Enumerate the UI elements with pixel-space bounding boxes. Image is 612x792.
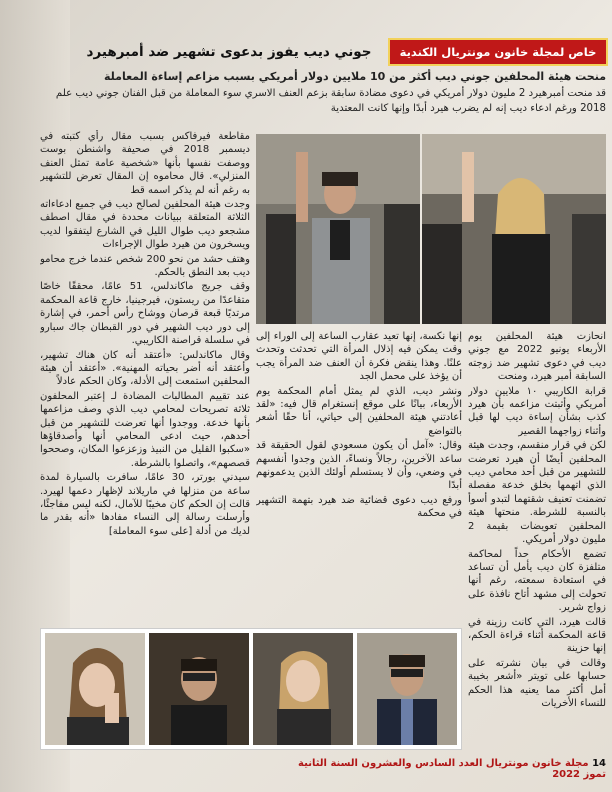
- paragraph: مقاطعة فيرفاكس بسبب مقال رأي كتبته في ديسمبر 2018 في صحيفة واشنطن بوست ووصفت نفسها بأنها «شخصية عامة تمثل العنف المنزلي». قال محاموه إن المقال تعرض للتشهير به رغم أنه لم يذكر اسمه قط: [40, 131, 250, 196]
- paragraph: وقال: «آمل أن يكون مسعودي لقول الحقيقة قد ساعد الآخرين، رجالاً ونساءً، الذين وجدوا أنفسهم في وضعي، وأن لا يستسلم أولئك الذين يدعمونهم أبدًا: [256, 440, 462, 492]
- paragraph: ونشر ديب، الذي لم يمثل أمام المحكمة يوم الأربعاء، بيانًا على موقع إنستغرام قال فيه: «لقد أعادتني هيئة المحلفين إلى حياتي، أنا حقًا أشعر بالتواضع: [256, 385, 462, 437]
- text-column-left: [40, 130, 250, 625]
- paragraph: وقال ماكاندلس: «أعتقد أنه كان هناك تشهير، وأعتقد أنه أضر بحياته المهنية». «أعتقد أن هيئة المحلفين استمعت إلى الأدلة، وكان الحكم عادلاً: [40, 349, 250, 388]
- magazine-issue-info: مجلة خانون مونتريال العدد السادس والعشرون السنة الثانية تموز 2022: [298, 758, 606, 780]
- paragraph: تضمع الأحكام حداً لمحاكمة متلفزة كان ديب يأمل أن تساعد في استعادة سمعته، رغم أنها تحولت إلى مشهد أتاح نافذة على زواج شرير.: [468, 548, 606, 614]
- text-column-right: [468, 330, 606, 755]
- photo-amber-heard-crying: [45, 633, 145, 745]
- article-subheadline: منحت هيئة المحلفين جوني ديب أكثر من 10 ملايين دولار أمريكي بسبب مزاعم إساءة المعاملة: [103, 70, 606, 83]
- photo-strip: [40, 628, 462, 750]
- paragraph: وهتف حشد من نحو 200 شخص عندما خرج محامو ديب بعد النطق بالحكم.: [40, 253, 250, 279]
- paragraph: وقف جريج ماكاندلس، 51 عامًا، محققًا خاصًا متقاعدًا من ريستون، فيرجينيا، خارج قاعة المحكمة مرتديًا قبعة قرصان ووشاح رأس أحمر، في إشارة إلى دور ديب الشهير في دور القبطان جاك سبارو في سلسلة قراصنة الكاريبي.: [40, 281, 250, 347]
- page-footer: [280, 758, 606, 780]
- photo-amber-heard-waving: [422, 134, 606, 324]
- paragraph: لكن في قرار منقسم، وجدت هيئة المحلفين أيضًا أن هيرد تعرضت للتشهير من قبل أحد محامي ديب الذي اتهمها بخلق خدعة مفصلة تضمنت تعنيف شقتهما لتبدو أسوأ بالنسبة للشرطة. منحتها هيئة المحلفين تعويضات بقيمة 2 مليون دولار أمريكي.: [468, 440, 606, 546]
- paragraph: إنها نكسة، إنها تعيد عقارب الساعة إلى الوراء إلى وقت يمكن فيه إذلال المرأة التي تحدثت وتحدث علنًا. وهذا ينقض فكرة أن العنف ضد المرأة يجب أن يؤخذ على محمل الجد: [256, 331, 462, 383]
- article-lead: قد منحت أمبرهيرد 2 مليون دولار أمريكي في دعوى مضادة سابقة بزعم العنف الاسري سوء المعاملة من قبل الفنان جوني ديب علم 2018 ورغم ادعاء ديب إنه لم يضرب هيرد أبدًا وإنها كانت المعتدية: [55, 88, 606, 114]
- paragraph: ورفع ديب دعوى قضائية ضد هيرد بتهمة التشهير في محكمة: [256, 494, 462, 520]
- photo-johnny-depp-courtroom: [149, 633, 249, 745]
- paragraph: وجدت هيئة المحلفين لصالح ديب في جميع ادعاءاته الثلاثة المتعلقة ببيانات محددة في مقال اصطف مشجعو ديب طوال الليل في الشارع ليتفقوا لديب ويسخرون من هيرد طوال الإجراءات: [40, 199, 250, 251]
- photo-amber-heard-courtroom: [253, 633, 353, 745]
- paragraph: سيدني بورتر، 30 عامًا، سافرت بالسيارة لمدة ساعة من منزلها في ماريلاند لإظهار دعمها لهيرد. قالت إن الحكم كان مخيبًا للآمال، لكنه ليس مفاجئًا، وأرسلت رسالة إلى النساء مفادها «أنه بقدر ما لديك من أدلة [على سوء المعاملة]: [40, 472, 250, 537]
- paragraph: قالت هيرد، التي كانت رزينة في قاعة المحكمة أثناء قراءة الحكم، إنها حزينة: [468, 616, 606, 655]
- paragraph: قرابة الكاريبي ١٠ ملايين دولار أمريكي وأثبتت مزاعمه بأن هيرد كذب بشأن إساءة ديب لها قبل وأثناء زواجهما القصير: [468, 385, 606, 437]
- paragraph: وقالت في بيان نشرته على حسابها على تويتر «أشعر بخيبة أمل أكثر مما يعنيه هذا الحكم للنساء الأخريات: [468, 657, 606, 709]
- text-column-middle: [256, 330, 462, 625]
- exclusive-badge: خاص لمجلة خانون مونتريال الكندية: [388, 38, 608, 66]
- page-number: 14: [592, 758, 606, 769]
- paragraph: انحازت هيئة المحلفين يوم الأربعاء يونيو 2022 مع جوني ديب في دعوى تشهير ضد زوجته السابقة أمبر هيرد، ومنحت: [468, 331, 606, 383]
- paragraph: عند تقييم المطالبات المضادة لـ إعتبر المحلفون ثلاثة تصريحات لمحامي ديب الذي وصف مزاعمها بأنها خدعة. ووجدوا أنها تعرضت للتشهير من قبل أحدهم، حيث ادعى المحامي أنها وأصدقاؤها «سكبوا القليل من النبيذ وزعزعوا المكان، وصححوا قصصهم»، واتصلوا بالشرطة.: [40, 390, 250, 469]
- photo-johnny-depp-suit: [357, 633, 457, 745]
- photo-johnny-depp-waving: [256, 134, 420, 324]
- article-headline: جوني ديب يفوز بدعوى تشهير ضد أمبرهيرد: [86, 44, 372, 60]
